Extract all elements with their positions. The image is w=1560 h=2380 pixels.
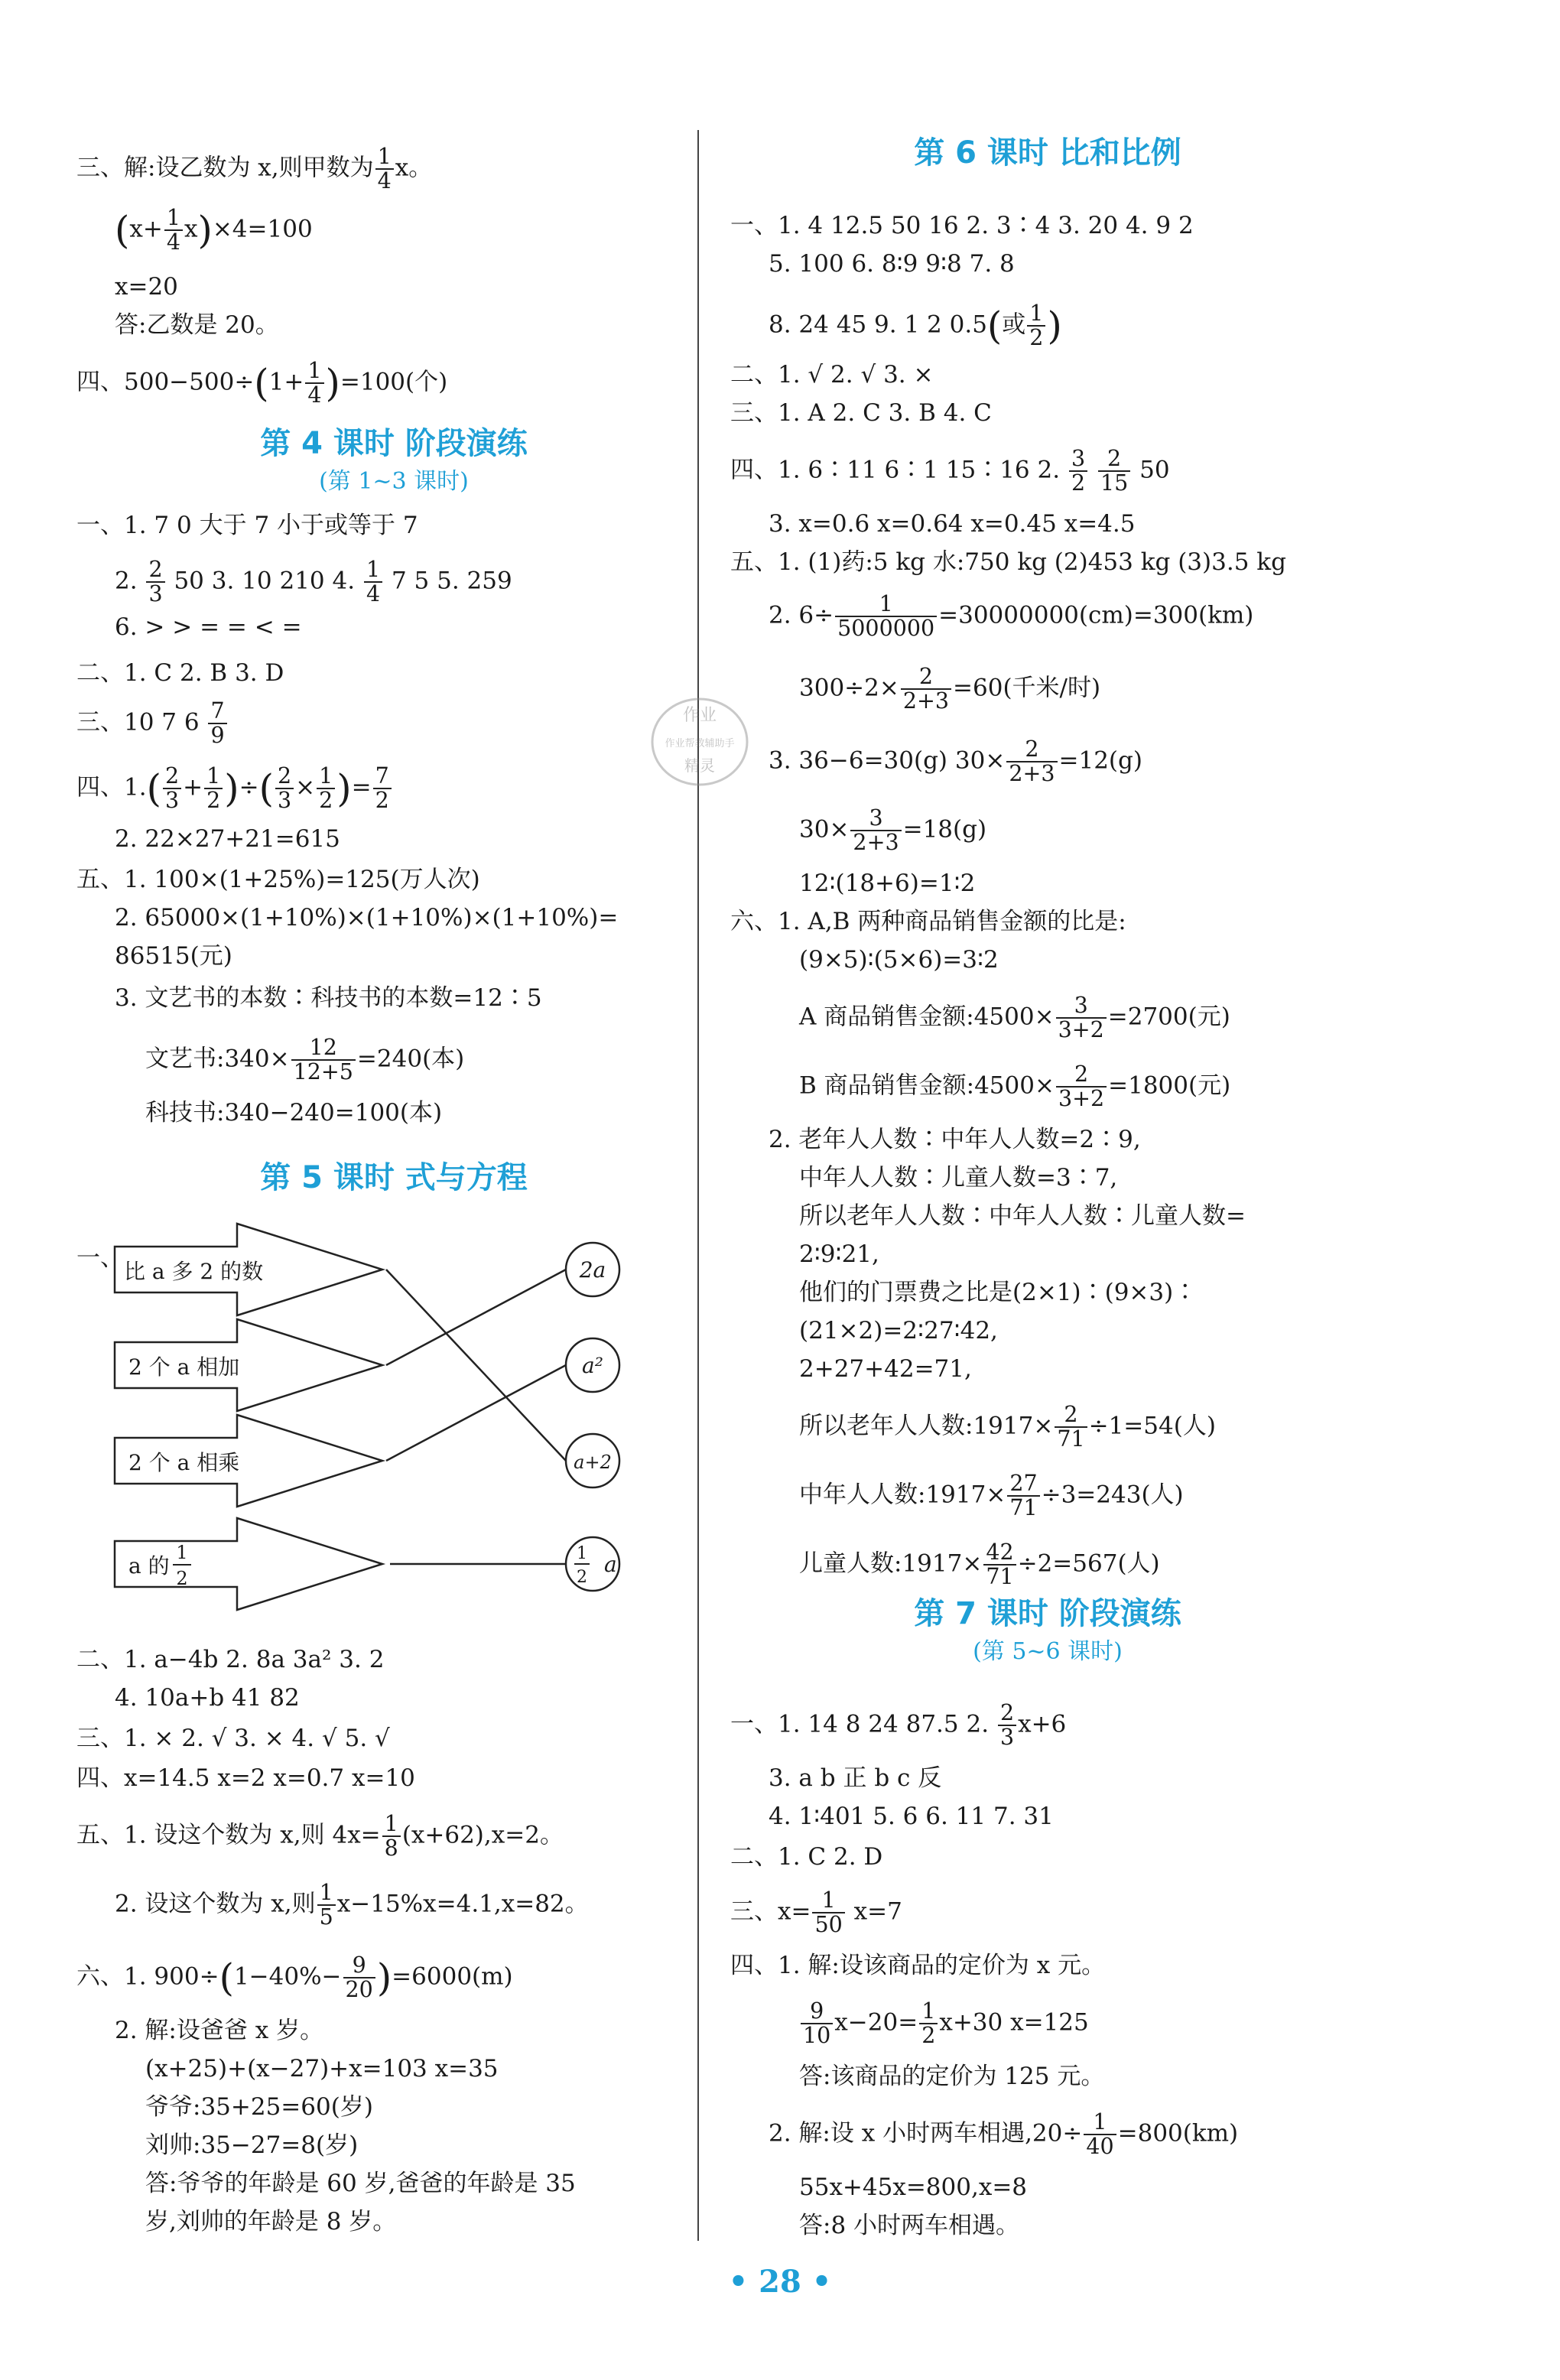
answer-line: 答:8 小时两车相遇。	[799, 2212, 1020, 2239]
answer-line: 五、1. 设这个数为 x,则 4x= $\frac{1}{8}$ (x+62),x=2。	[76, 1811, 564, 1861]
answer-line: 二、1. √ 2. √ 3. ×	[730, 361, 934, 389]
answer-line: 三、x= $\frac{1}{50}$ x=7	[730, 1887, 902, 1937]
answer-line: 3. a b 正 b c 反	[769, 1764, 942, 1792]
answer-line: 儿童人数:1917× $\frac{42}{71}$ ÷2=567(人)	[799, 1540, 1160, 1589]
answer-line: 一、1. 14 8 24 87.5 2. $\frac{2}{3}$ x+6	[730, 1700, 1067, 1750]
answer-line: 中年人人数∶儿童人数=3∶7,	[799, 1164, 1118, 1192]
answer-line: 文艺书:340× $\frac{12}{12+5}$ =240(本)	[145, 1035, 465, 1084]
stamp-text: 作业	[682, 706, 717, 725]
match-left-label: a 的	[128, 1553, 170, 1579]
answer-line: 六、1. 900÷(1−40%− $\frac{9}{20}$ )=6000(m)	[76, 1952, 513, 2002]
equation: (x+ $\frac{1}{4}$ x)×4=100	[115, 205, 313, 255]
answer-line: 2. $\frac{2}{3}$ 50 3. 10 210 4. $\frac{1}{4}$ 7 5 5. 259	[115, 557, 512, 606]
answer-line: 答:该商品的定价为 125 元。	[799, 2063, 1105, 2090]
answer-line: 刘帅:35−27=8(岁)	[145, 2131, 359, 2159]
answer-line: 四、1. 6∶11 6∶1 15∶16 2. $\frac{3}{2}$ $\frac{2}{15}$ 50	[730, 446, 1170, 496]
match-left-label: 比 a 多 2 的数	[124, 1259, 264, 1284]
answer-line: 答:乙数是 20。	[115, 311, 279, 339]
answer-line: 六、1. A,B 两种商品销售金额的比是:	[730, 908, 1126, 935]
fraction-numerator: 1	[577, 1544, 587, 1563]
stamp-shape	[642, 688, 757, 795]
answer-line: 2. 6÷ $\frac{1}{5000000}$ =30000000(cm)=300(km)	[769, 591, 1254, 641]
match-right-label: a²	[582, 1353, 603, 1378]
answer-line: 中年人人数:1917× $\frac{27}{71}$ ÷3=243(人)	[799, 1471, 1184, 1520]
answer-line: 二、1. C 2. B 3. D	[76, 659, 284, 687]
match-line	[386, 1270, 566, 1365]
answer-line: 30× $\frac{3}{2+3}$ =18(g)	[799, 805, 987, 855]
answer-line: 2. 解:设 x 小时两车相遇,20÷ $\frac{1}{40}$ =800(km)	[769, 2109, 1239, 2159]
page-number: • 28 •	[728, 2264, 832, 2300]
answer-line: x=20	[115, 273, 178, 301]
answer-line: 55x+45x=800,x=8	[799, 2174, 1028, 2201]
answer-line: 2. 设这个数为 x,则 $\frac{1}{5}$ x−15%x=4.1,x=82。	[115, 1880, 589, 1930]
answer-line: 2. 老年人人数∶中年人人数=2∶9,	[769, 1126, 1141, 1153]
answer-line: 4. 1∶401 5. 6 6. 11 7. 31	[769, 1803, 1054, 1830]
section-subheading: (第 1~3 课时)	[319, 468, 469, 495]
answer-line: 3. 36−6=30(g) 30× $\frac{2}{2+3}$ =12(g)	[769, 736, 1142, 786]
match-left-label: 2 个 a 相乘	[128, 1450, 240, 1475]
answer-line: 一、1. 7 0 大于 7 小于或等于 7	[76, 512, 418, 539]
answer-line: 答:爷爷的年龄是 60 岁,爸爸的年龄是 35	[145, 2170, 576, 2197]
fraction-denominator: 2	[577, 1568, 587, 1587]
match-right-label: a+2	[574, 1452, 612, 1473]
answer-line: 所以老年人人数:1917× $\frac{2}{71}$ ÷1=54(人)	[799, 1402, 1216, 1452]
section-subheading: (第 5~6 课时)	[973, 1638, 1123, 1665]
answer-line: 所以老年人人数∶中年人人数∶儿童人数=	[799, 1202, 1246, 1230]
answer-line: 3. x=0.6 x=0.64 x=0.45 x=4.5	[769, 510, 1136, 538]
answer-line: 二、1. a−4b 2. 8a 3a² 3. 2	[76, 1646, 385, 1673]
answer-line: 四、1. 解:设该商品的定价为 x 元。	[730, 1952, 1106, 1979]
answer-line: (9×5)∶(5×6)=3∶2	[799, 946, 999, 974]
match-left-label: 2 个 a 相加	[128, 1354, 240, 1380]
answer-line: 12∶(18+6)=1∶2	[799, 870, 976, 897]
fraction-numerator: 1	[176, 1542, 188, 1563]
answer-line: 五、1. (1)药:5 kg 水:750 kg (2)453 kg (3)3.5 kg	[730, 548, 1286, 576]
answer-line: 3. 文艺书的本数∶科技书的本数=12∶5	[115, 984, 542, 1012]
answer-line: 爷爷:35+25=60(岁)	[145, 2093, 373, 2121]
answer-line: 二、1. C 2. D	[730, 1843, 883, 1871]
answer-line: $\frac{9}{10}$ x−20= $\frac{1}{2}$ x+30 x=125	[799, 2000, 1089, 2047]
answer-line: 6. > > = = < =	[115, 613, 302, 641]
answer-line: 三、10 7 6 $\frac{7}{9}$	[76, 700, 229, 747]
answer-line: 一、	[76, 1244, 124, 1272]
answer-line: 他们的门票费之比是(2×1)∶(9×3)∶	[799, 1279, 1198, 1306]
matching-diagram	[76, 1216, 711, 1690]
answer-line: 2. 65000×(1+10%)×(1+10%)×(1+10%)=	[115, 904, 619, 932]
watermark-stamp	[642, 688, 757, 795]
answer-line: 300÷2× $\frac{2}{2+3}$ =60(千米/时)	[799, 664, 1101, 714]
answer-line: 岁,刘帅的年龄是 8 岁。	[145, 2208, 397, 2235]
answer-line: 5. 100 6. 8∶9 9∶8 7. 8	[769, 250, 1015, 278]
answer-line: 2∶9∶21,	[799, 1240, 879, 1268]
answer-line: 四、x=14.5 x=2 x=0.7 x=10	[76, 1764, 415, 1792]
stamp-text: 作业帮教辅助手	[665, 738, 735, 749]
stamp-text: 精灵	[684, 756, 715, 775]
answer-line: 科技书:340−240=100(本)	[145, 1099, 443, 1127]
section-heading: 第 6 课时 比和比例	[914, 135, 1181, 171]
match-right-label: a	[604, 1552, 617, 1577]
answer-line: 8. 24 45 9. 1 2 0.5(或 $\frac{1}{2}$ )	[769, 301, 1062, 350]
answer-line: 一、1. 4 12.5 50 16 2. 3∶4 3. 20 4. 9 2	[730, 212, 1194, 239]
answer-line: 四、1.( $\frac{2}{3}$ + $\frac{1}{2}$ )÷( $\frac{2}{3}$ × $\frac{1}{2}$ )= $\frac{7}{2}$	[76, 765, 393, 812]
answer-line: 2. 解:设爸爸 x 岁。	[115, 2017, 324, 2044]
answer-line: 五、1. 100×(1+25%)=125(万人次)	[76, 866, 480, 893]
answer-line: 四、500−500÷(1+ $\frac{1}{4}$ )=100(个)	[76, 358, 448, 408]
match-line	[386, 1270, 566, 1461]
answer-line: 86515(元)	[115, 942, 232, 970]
answer-line: A 商品销售金额:4500× $\frac{3}{3+2}$ =2700(元)	[799, 993, 1230, 1042]
answer-line: 三、1. A 2. C 3. B 4. C	[730, 399, 992, 427]
answer-line: 三、1. × 2. √ 3. × 4. √ 5. √	[76, 1725, 390, 1752]
answer-line: B 商品销售金额:4500× $\frac{2}{3+2}$ =1800(元)	[799, 1062, 1231, 1111]
match-line	[386, 1365, 566, 1461]
answer-line: (x+25)+(x−27)+x=103 x=35	[145, 2055, 499, 2082]
section-heading: 第 4 课时 阶段演练	[260, 426, 528, 461]
answer-line: (21×2)=2∶27∶42,	[799, 1317, 998, 1344]
answer-line: 4. 10a+b 41 82	[115, 1684, 300, 1712]
match-right-label: 2a	[579, 1257, 606, 1283]
section-heading: 第 5 课时 式与方程	[260, 1160, 528, 1195]
answer-line: 2+27+42=71,	[799, 1355, 972, 1383]
section-heading: 第 7 课时 阶段演练	[914, 1596, 1181, 1631]
answer-line: 2. 22×27+21=615	[115, 825, 340, 853]
answer-line: 三、解:设乙数为 x,则甲数为 $\frac{1}{4}$ x。	[76, 144, 433, 193]
fraction-denominator: 2	[176, 1568, 188, 1589]
